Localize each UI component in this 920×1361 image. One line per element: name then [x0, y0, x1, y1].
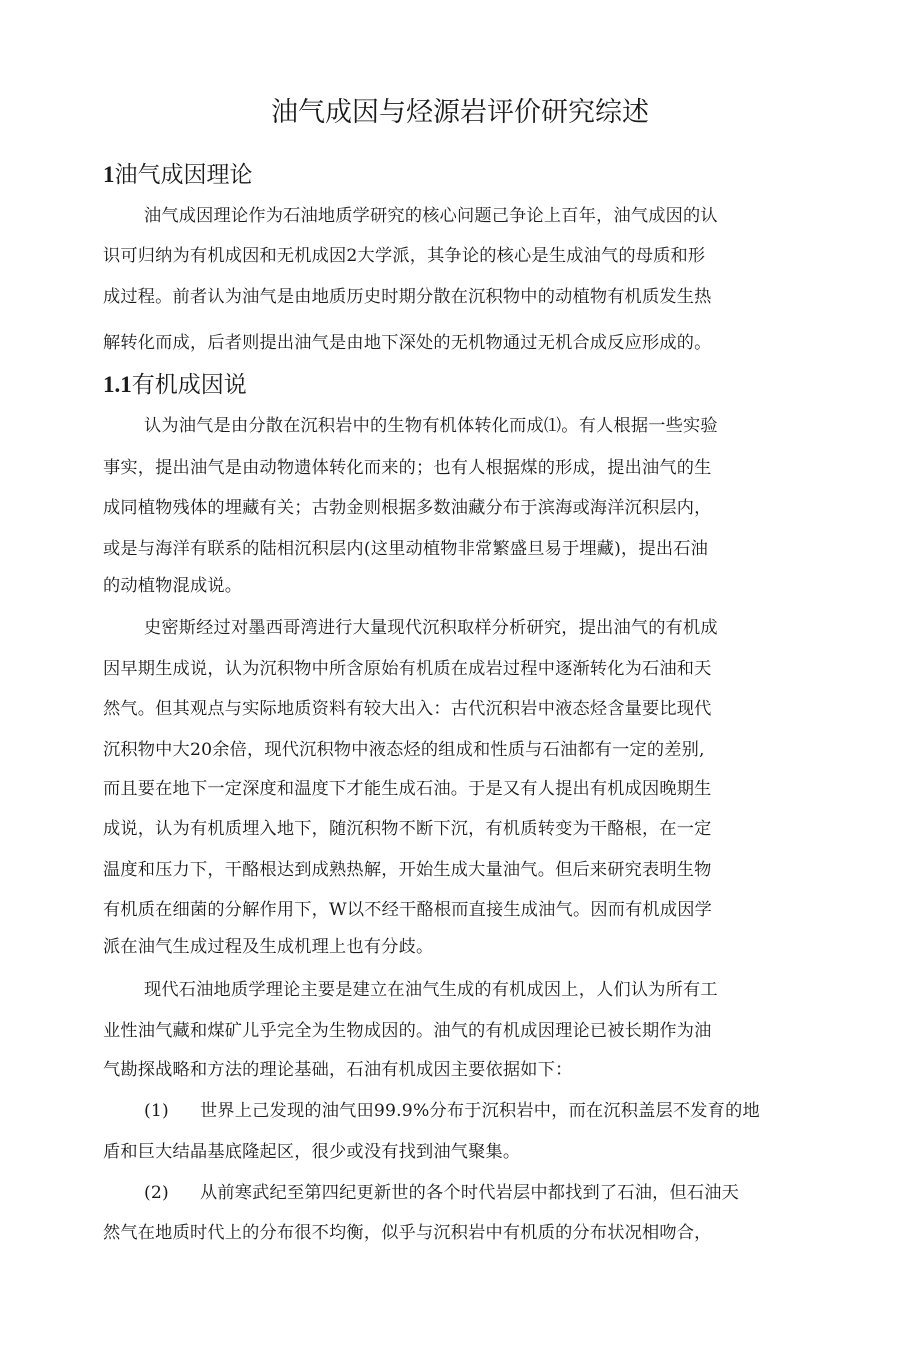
text-line: 派在油气生成过程及生成机理上也有分歧。: [103, 937, 434, 957]
text-line: 的动植物混成说。: [103, 576, 243, 596]
text-line: 然气在地质时代上的分布很不均衡，似乎与沉积岩中有机质的分布状况相吻合，: [103, 1223, 712, 1243]
list-item: [144, 1180, 739, 1206]
document-title: 油气成因与烃源岩评价研究综述: [271, 97, 649, 128]
text-line: 识可归纳为有机成因和无机成因2大学派，其争论的核心是生成油气的母质和形: [103, 246, 706, 266]
section-title: 有机成因说: [131, 372, 247, 398]
list-item: [144, 1098, 760, 1124]
section-1-1-heading: [103, 367, 247, 403]
text-line: 或是与海洋有联系的陆相沉积层内(这里动植物非常繁盛旦易于埋藏)，提出石油: [103, 539, 708, 559]
text-line: 事实，提出油气是由动物遗体转化而来的；也有人根据煤的形成，提出油气的生: [103, 458, 712, 478]
section-title: 油气成因理论: [114, 162, 253, 188]
text-line: 油气成因理论作为石油地质学研究的核心问题己争论上百年，油气成因的认: [144, 206, 718, 226]
text-line: 解转化而成，后者则提出油气是由地下深处的无机物通过无机合成反应形成的。: [103, 333, 712, 353]
text-line: 然气。但其观点与实际地质资料有较大出入：古代沉积岩中液态烃含量要比现代: [103, 699, 712, 719]
list-marker: (2): [144, 1183, 169, 1203]
text-line: 成说，认为有机质埋入地下，随沉积物不断下沉，有机质转变为干酪根，在一定: [103, 819, 712, 839]
text-line: 业性油气藏和煤矿儿乎完全为生物成因的。油气的有机成因理论已被长期作为油: [103, 1021, 712, 1041]
text-line: 而且要在地下一定深度和温度下才能生成石油。于是又有人提出有机成因晚期生: [103, 779, 712, 799]
list-marker: (1): [144, 1101, 169, 1121]
text-line: 认为油气是由分散在沉积岩中的生物有机体转化而成⑴。有人根据一些实验: [144, 416, 718, 436]
text-line: 有机质在细菌的分解作用下，W以不经干酪根而直接生成油气。因而有机成因学: [103, 900, 713, 920]
text-line: 成过程。前者认为油气是由地质历史时期分散在沉积物中的动植物有机质发生热: [103, 287, 712, 307]
text-line: 温度和压力下，干酪根达到成熟热解，开始生成大量油气。但后来研究表明生物: [103, 860, 712, 880]
text-line: 成同植物残体的埋藏有关；古勃金则根据多数油藏分布于滨海或海洋沉积层内，: [103, 498, 712, 518]
list-item-text: 世界上己发现的油气田99.9%分布于沉积岩中，而在沉积盖层不发育的地: [200, 1101, 760, 1121]
text-line: 史密斯经过对墨西哥湾进行大量现代沉积取样分析研究，提出油气的有机成: [144, 618, 718, 638]
list-item-text: 从前寒武纪至第四纪更新世的各个时代岩层中都找到了石油，但石油天: [200, 1183, 740, 1203]
text-line: 现代石油地质学理论主要是建立在油气生成的有机成因上，人们认为所有工: [144, 980, 718, 1000]
text-line: 因早期生成说，认为沉积物中所含原始有机质在成岩过程中逐渐转化为石油和天: [103, 659, 712, 679]
section-number: 1.1: [103, 372, 132, 397]
section-number: 1: [103, 162, 115, 187]
section-1-heading: [103, 157, 253, 193]
text-line: 气勘探战略和方法的理论基础，石油有机成因主要依据如下：: [103, 1060, 573, 1080]
text-line: 盾和巨大结晶基底隆起区，很少或没有找到油气聚集。: [103, 1142, 521, 1162]
text-line: 沉积物中大20余倍，现代沉积物中液态烃的组成和性质与石油都有一定的差别,: [103, 740, 705, 760]
